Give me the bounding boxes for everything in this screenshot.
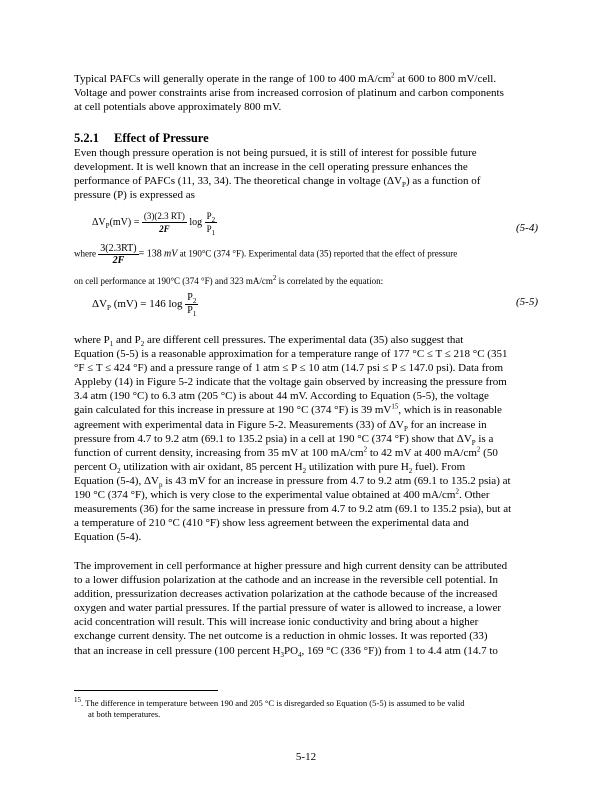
text-line: Appleby (14) in Figure 5-2 indicate that the voltage gain observed by increasing the pressure from [74, 376, 507, 389]
text-line: utilization with pure H [306, 460, 409, 473]
text-line: measurements (36) for the same increase in pressure from 4.7 to 9.2 atm (69.1 to 135.2 psia), but at [74, 503, 512, 516]
text-line: (50 [480, 446, 498, 459]
text-line: The improvement in cell performance at higher pressure and high current density can be attributed [74, 560, 508, 572]
fraction-denominator: 2F [98, 254, 138, 266]
text-line: is correlated by the equation: [276, 276, 384, 286]
footnote-ref[interactable]: 15 [391, 402, 399, 411]
text-line: is a [475, 432, 494, 445]
where-unit: mV [163, 248, 178, 260]
improvement-paragraph [74, 559, 536, 658]
text-line: agreement with experimental data in Figure 5-2. Measurements (33) of ΔV [74, 418, 404, 431]
text-line: oxygen and water partial pressures. If the partial pressure of water is allowed to increase, a lower [74, 602, 501, 615]
footnote-text: . The difference in temperature between 190 and 205 °C is disregarded so Equation (5-5) is assumed to be valid [81, 698, 465, 708]
where-line [74, 243, 544, 266]
where-equals: = 138 [138, 248, 162, 260]
text-line: is 43 mV for an increase in pressure from 4.7 to 9.2 atm (69.1 to 135.2 psia) at [162, 474, 511, 487]
pressure-paragraph [74, 146, 536, 202]
text-line: for an increase in [407, 418, 487, 431]
text-line: PO [283, 644, 299, 657]
subscript: 1 [109, 340, 114, 349]
ratio-denominator: P [187, 305, 193, 316]
text-line: acid concentration will result. This will increase ionic conductivity and bring about a higher [74, 616, 479, 629]
ratio-numerator: P [187, 292, 193, 303]
text-line: , which is in reasonable [398, 404, 502, 417]
main-paragraph [74, 333, 536, 544]
text-line: on cell performance at 190°C (374 °F) and 323 mA/cm [74, 276, 273, 286]
text-line: utilization with air oxidant, 85 percent H [120, 460, 303, 473]
where-fraction [98, 243, 138, 266]
text-line: Voltage and power constraints arise from increased corrosion of platinum and carbon components [74, 87, 504, 100]
text-line: that an increase in cell pressure (100 percent H [74, 644, 281, 657]
section-number: 5.2.1 [74, 131, 99, 145]
text-line: performance of PAFCs (11, 33, 34). The theoretical change in voltage (ΔV [74, 175, 403, 188]
text-line: Even though pressure operation is not being pursued, it is still of interest for possible future [74, 147, 477, 159]
text-line: Equation (5-4). [74, 531, 142, 544]
subscript: 2 [302, 467, 307, 476]
subscript: P [403, 424, 408, 433]
ratio-denominator: P [206, 224, 212, 234]
text-line: exchange current density. The net outcome is a reduction in ohmic losses. It was reported (33) [74, 630, 488, 643]
text-line: Equation (5-5) is a reasonable approximation for a temperature range of 177 °C ≤ T ≤ 218 °C (351 [74, 348, 508, 361]
eq-pressure-ratio [205, 210, 218, 235]
footnote [74, 698, 536, 720]
subscript: 1 [211, 228, 216, 237]
text-line: percent O [74, 460, 118, 473]
section-title: Effect of Pressure [114, 131, 209, 145]
text-line: to 42 mV at 400 mA/cm [367, 446, 477, 459]
ratio-numerator: P [206, 211, 212, 221]
superscript: 2 [455, 487, 459, 496]
footnote-divider [74, 690, 218, 691]
correlated-line [74, 276, 544, 286]
subscript: 2 [192, 297, 197, 305]
where-word: where [74, 248, 96, 259]
eq-lhs: ΔV [92, 298, 108, 311]
text-line: at 600 to 800 mV/cell. [394, 73, 497, 85]
text-line: at cell potentials above approximately 800 mV. [74, 101, 282, 114]
where-rest: at 190°C (374 °F). Experimental data (35) reported that the effect of pressure [177, 248, 458, 259]
eq-log: log [189, 216, 203, 228]
footnote-text: at both temperatures. [88, 709, 161, 719]
superscript: 2 [476, 445, 481, 454]
text-line: function of current density, increasing from 35 mV at 100 mA/cm [74, 446, 364, 459]
page-number: 5-12 [295, 751, 317, 763]
text-line: pressure from 4.7 to 9.2 atm (69.1 to 135.2 psia) in a cell at 190 °C (374 °F) show that ΔV [74, 432, 472, 445]
fraction-denominator: 2F [142, 222, 187, 235]
eq-pressure-ratio [185, 292, 198, 317]
subscript: 2 [140, 340, 145, 349]
subscript: p [158, 481, 163, 490]
text-line: Typical PAFCs will generally operate in the range of 100 to 400 mA/cm [74, 73, 392, 85]
text-line: where P [74, 334, 110, 346]
text-line: ) as a function of [405, 175, 481, 188]
footnote-mark: 15 [74, 696, 81, 705]
text-line: , 169 °C (336 °F)) from 1 to 4.4 atm (14.7 to [301, 644, 498, 657]
superscript: 2 [363, 445, 368, 454]
equation-5-4 [92, 210, 217, 235]
eq-lhs: ΔV [92, 216, 106, 228]
text-line: a temperature of 210 °C (410 °F) show less agreement between the experimental data and [74, 517, 469, 530]
text-line: and P [113, 334, 141, 346]
intro-paragraph [74, 72, 536, 114]
text-line: °F ≤ T ≤ 424 °F) and a pressure range of 1 atm ≤ P ≤ 10 atm (14.7 psi ≤ P ≤ 147.0 psi). Data from [74, 362, 504, 375]
eq-unit: (mV) = 146 log [113, 298, 183, 311]
text-line: to a lower diffusion polarization at the cathode and an increase in the reversible cell potential. In [74, 574, 499, 587]
text-line: fuel). From [412, 460, 466, 473]
text-line: . Other [459, 489, 490, 502]
equation-number-5-4: (5-4) [516, 222, 538, 234]
subscript: 2 [211, 215, 216, 224]
text-line: Equation (5-4), ΔV [74, 474, 159, 487]
text-line: addition, pressurization decreases activation polarization at the cathode because of the increased [74, 588, 498, 601]
subscript: 2 [408, 467, 413, 476]
equation-5-5 [92, 292, 198, 317]
subscript: 4 [298, 650, 302, 659]
subscript: 3 [280, 650, 284, 659]
text-line: 190 °C (374 °F), which is very close to the experimental value obtained at 400 mA/cm [74, 489, 456, 502]
eq-fraction [142, 210, 187, 235]
text-line: development. It is well known that an increase in the cell operating pressure enhances the [74, 161, 468, 174]
subscript: 2 [117, 467, 121, 476]
text-line: gain calculated for this increase in pressure at 190 °C (374 °F) is 39 mV [74, 404, 392, 417]
equation-number-5-5: (5-5) [516, 296, 538, 308]
subscript: P [107, 304, 111, 313]
superscript: 2 [272, 274, 277, 282]
subscript: P [471, 438, 476, 447]
subscript: P [402, 181, 406, 190]
text-line: are different cell pressures. The experimental data (35) also suggest that [144, 334, 464, 346]
text-line: pressure (P) is expressed as [74, 189, 195, 202]
superscript: 2 [391, 71, 395, 80]
eq-unit: (mV) = [109, 216, 140, 228]
fraction-numerator: (3)(2.3 RT) [143, 211, 185, 221]
subscript: P [105, 221, 110, 230]
text-line: 3.4 atm (190 °C) to 6.3 atm (205 °C) is about 44 mV. According to Equation (5-5), the voltage [74, 390, 489, 403]
fraction-numerator: 3(2.3RT) [100, 243, 137, 254]
section-heading [74, 131, 209, 146]
subscript: 1 [192, 310, 197, 318]
